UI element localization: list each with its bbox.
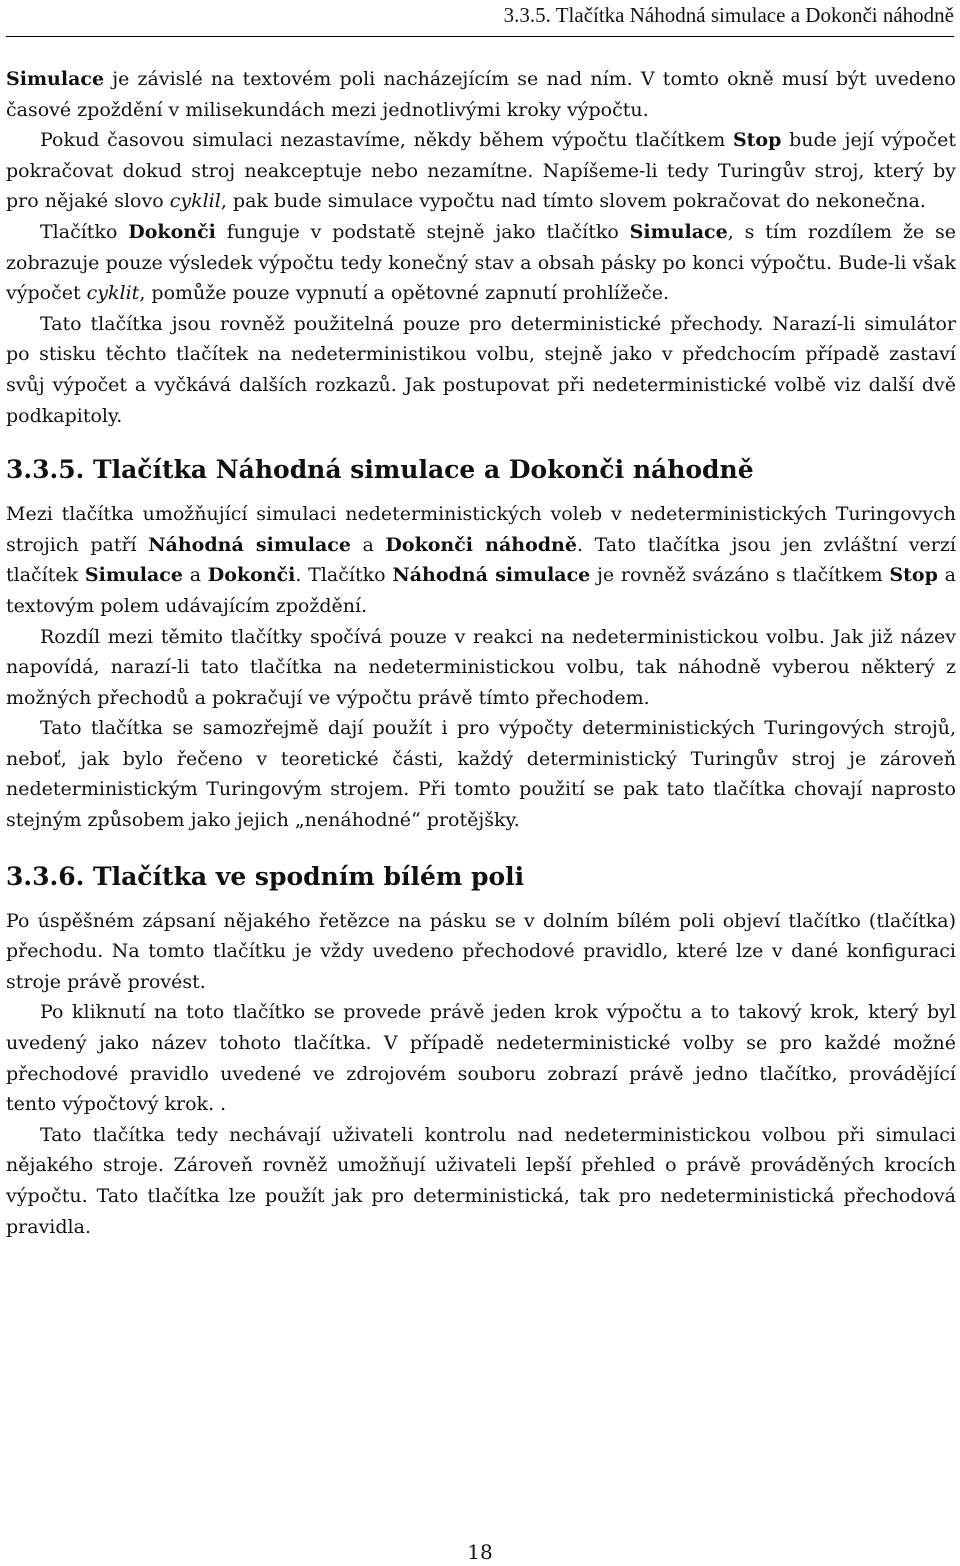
- term-stop: Stop: [889, 564, 938, 587]
- section-heading-3-3-5: 3.3.5. Tlačítka Náhodná simulace a Dokonči náhodně: [6, 455, 754, 485]
- section-3-3-5-paragraph-3: Tato tlačítka se samozřejmě dají použít i pro výpočty deterministických Turingových strojů, neboť, jak bylo řečeno v teoretické části, každý deterministický Turingův stroj je zároveň nedeterministickým Turingovým strojem. Při tomto použití se pak tato tlačítka chovají naprosto stejným způsobem jako jejich „nenáhodné“ protějšky.: [6, 717, 956, 832]
- intro-paragraph-3: Tlačítko Dokonči funguje v podstatě stejně jako tlačítko Simulace, s tím rozdílem že se zobrazuje pouze výsledek výpočtu tedy konečný stav a obsah pásky po konci výpočtu. Bude-li však výpočet cyklit, pomůže pouze vypnutí a opětovné zapnutí prohlížeče.: [6, 220, 956, 305]
- term-simulace: Simulace: [629, 220, 728, 243]
- intro-paragraph-4: Tato tlačítka jsou rovněž použitelná pouze pro deterministické přechody. Narazí-li simulátor po stisku těchto tlačítek na nedeterministikou volbu, stejně jako v předchocím případě zastaví svůj výpočet a vyčkává dalších rozkazů. Jak postupovat při nedeterministické volbě viz další dvě podkapitoly.: [6, 312, 956, 427]
- page-number: 18: [467, 1540, 493, 1564]
- section-3-3-6-paragraph-1: Po úspěšném zápsaní nějakého řetězce na pásku se v dolním bílém poli objeví tlačítko (tlačítka) přechodu. Na tomto tlačítku je vždy uvedeno přechodové pravidlo, které lze v dané konfiguraci stroje právě provést.: [6, 909, 956, 993]
- term-simulace: Simulace: [6, 68, 105, 90]
- term-cyklit: cyklit: [86, 282, 140, 305]
- section-3-3-6-paragraph-2: Po kliknutí na toto tlačítko se provede právě jeden krok výpočtu a to takový krok, který byl uvedený jako název tohoto tlačítka. V případě nedeterministické volby se pro každé možné přechodové pravidlo uvedené ve zdrojovém souboru zobrazí právě jedno tlačítko, provádějící tento výpočtový krok. .: [6, 1001, 956, 1116]
- term-dokonci: Dokonči: [207, 564, 296, 587]
- section-3-3-5-paragraph-2: Rozdíl mezi těmito tlačítky spočívá pouze v reakci na nedeterministickou volbu. Jak již název napovídá, narazí-li tato tlačítka na nedeterministickou volbu, tak náhodně vyberou některý z možných přechodů a pokračují ve výpočtu právě tímto přechodem.: [6, 625, 956, 709]
- term-dokonci-nahodne: Dokonči náhodně: [385, 533, 577, 556]
- term-nahodna-simulace: Náhodná simulace: [148, 533, 351, 556]
- intro-paragraph-2: Pokud časovou simulaci nezastavíme, někdy během výpočtu tlačítkem Stop bude její výpočet pokračovat dokud stroj neakceptuje nebo nezamítne. Napíšeme-li tedy Turingův stroj, který by pro nějaké slovo cyklil, pak bude simulace vypočtu nad tímto slovem pokračovat do nekonečna.: [6, 129, 957, 213]
- header-rule: [6, 36, 954, 37]
- term-nahodna-simulace: Náhodná simulace: [392, 564, 591, 587]
- intro-paragraph-1: Simulace je závislé na textovém poli nacházejícím se nad ním. V tomto okně musí být uvedeno časové zpoždění v milisekundách mezi jednotlivými kroky výpočtu.: [6, 68, 956, 121]
- term-simulace: Simulace: [84, 564, 183, 587]
- section-3-3-5-paragraph-1: Mezi tlačítka umožňující simulaci nedeterministických voleb v nedeterministických Turingovych strojich patří Náhodná simulace a Dokonči náhodně. Tato tlačítka jsou jen zvláštní verzí tlačítek Simulace a Dokonči. Tlačítko Náhodná simulace je rovněž svázáno s tlačítkem Stop a textovým polem udávajícím zpoždění.: [6, 503, 956, 617]
- term-cyklil: cyklil: [169, 190, 221, 213]
- page-content: [6, 64, 956, 1242]
- section-3-3-6-paragraph-3: Tato tlačítka tedy nechávají uživateli kontrolu nad nedeterministickou volbou při simulaci nějakého stroje. Zároveň rovněž umožňují uživateli lepší přehled o právě prováděných krocích výpočtu. Tato tlačítka lze použít jak pro deterministická, tak pro nedeterministická přechodová pravidla.: [6, 1123, 956, 1238]
- term-dokonci: Dokonči: [128, 220, 216, 243]
- term-stop: Stop: [732, 129, 782, 152]
- section-heading-3-3-6: 3.3.6. Tlačítka ve spodním bílém poli: [6, 861, 525, 891]
- running-header: 3.3.5. Tlačítka Náhodná simulace a Dokonči náhodně: [503, 3, 954, 27]
